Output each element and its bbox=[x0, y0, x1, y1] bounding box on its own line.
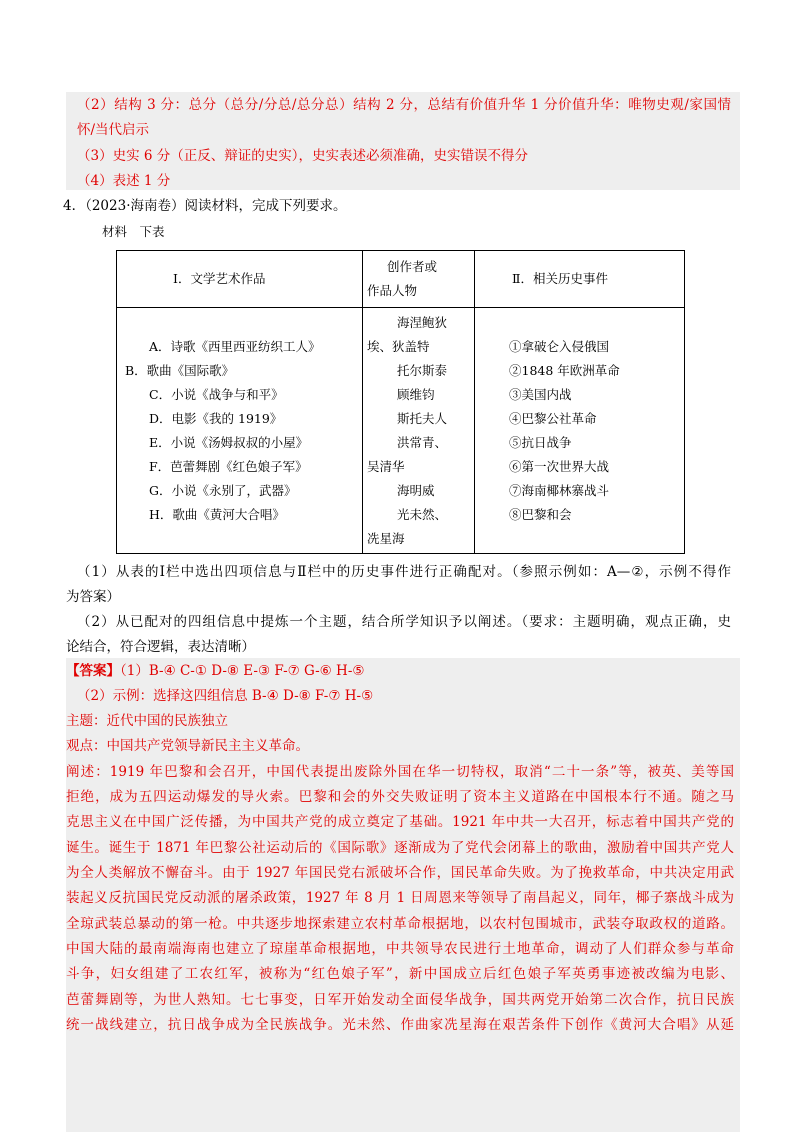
creator-line: 光未然、 bbox=[397, 507, 448, 522]
answer-paragraph-line: 克思主义在中国广泛传播，为中国共产党的成立奠定了基础。1921 年中共一大召开，标志着中国共产党的 bbox=[66, 814, 734, 830]
header-divider bbox=[117, 307, 684, 308]
creator-line: 顾维钧 bbox=[397, 387, 435, 402]
answer-paragraph-line: 阐述：1919 年巴黎和会召开，中国代表提出废除外国在华一切特权，取消“二十一条”等，被英、美等国 bbox=[66, 764, 734, 780]
event-6: ⑥第一次世界大战 bbox=[509, 459, 610, 474]
work-g: G．小说《永别了，武器》 bbox=[149, 483, 297, 498]
answer-paragraph-line: 统一战线建立，抗日战争成为全民族战争。光未然、作曲家冼星海在艰苦条件下创作《黄河大合唱》从延 bbox=[66, 1017, 734, 1033]
answer-2: （2）示例：选择这四组信息 B-④ D-⑧ F-⑦ H-⑤ bbox=[77, 688, 374, 704]
answer-1-text: （1）B-④ C-① D-⑧ E-③ F-⑦ G-⑥ H-⑤ bbox=[120, 663, 365, 679]
header-events: Ⅱ．相关历史事件 bbox=[512, 271, 608, 286]
answer-label: 【答案】 bbox=[66, 663, 120, 679]
requirement-2-line1: （2）从已配对的四组信息中提炼一个主题，结合所学知识予以阐述。（要求：主题明确，观点正确，史 bbox=[77, 614, 731, 630]
work-f: F．芭蕾舞剧《红色娘子军》 bbox=[149, 459, 308, 474]
scoring-item-4: （4）表述 1 分 bbox=[77, 173, 171, 189]
event-8: ⑧巴黎和会 bbox=[509, 507, 572, 522]
event-4: ④巴黎公社革命 bbox=[509, 411, 597, 426]
answer-theme: 主题：近代中国的民族独立 bbox=[66, 713, 228, 729]
work-h: H．歌曲《黄河大合唱》 bbox=[149, 507, 285, 522]
col-divider-2 bbox=[474, 251, 475, 553]
creator-line: 海涅鲍狄 bbox=[397, 315, 448, 330]
answer-paragraph-line: 中国大陆的最南端海南也建立了琼崖革命根据地，中共领导农民进行土地革命，调动了人们群众参与革命 bbox=[66, 941, 734, 957]
creator-line: 冼星海 bbox=[367, 531, 405, 546]
scoring-item-3: （3）史实 6 分（正反、辩证的史实），史实表述必须准确，史实错误不得分 bbox=[77, 148, 529, 164]
header-creator-line2: 作品人物 bbox=[367, 283, 418, 298]
event-5: ⑤抗日战争 bbox=[509, 435, 572, 450]
work-d: D．电影《我的 1919》 bbox=[149, 411, 283, 426]
answer-1 bbox=[66, 661, 364, 681]
answer-paragraph-line: 拒绝，成为五四运动爆发的导火索。巴黎和会的外交失败证明了资本主义道路在中国根本行不通。随之马 bbox=[66, 789, 734, 805]
answer-paragraph-line: 芭蕾舞剧等，为世人熟知。七七事变，日军开始发动全面侵华战争，国共两党开始第二次合作，抗日民族 bbox=[66, 992, 734, 1008]
work-e: E．小说《汤姆叔叔的小屋》 bbox=[149, 435, 309, 450]
scoring-item-2-line1: （2）结构 3 分：总分（总分/分总/总分总）结构 2 分，总结有价值升华 1 分价值升华：唯物史观/家国情 bbox=[77, 97, 731, 113]
event-1: ①拿破仑入侵俄国 bbox=[509, 339, 610, 354]
creator-line: 托尔斯泰 bbox=[397, 363, 448, 378]
creator-line: 斯托夫人 bbox=[397, 411, 448, 426]
requirement-2-line2: 论结合，符合逻辑，表达清晰） bbox=[66, 639, 255, 655]
work-a: A．诗歌《西里西亚纺织工人》 bbox=[149, 339, 321, 354]
material-table bbox=[116, 250, 685, 554]
work-b: B．歌曲《国际歌》 bbox=[125, 363, 235, 378]
col-divider-1 bbox=[362, 251, 363, 553]
answer-paragraph-line: 诞生。诞生于 1871 年巴黎公社运动后的《国际歌》逐渐成为了党代会闭幕上的歌曲，激励着中国共产党人 bbox=[66, 840, 734, 856]
scoring-item-2-line2: 怀/当代启示 bbox=[77, 122, 150, 138]
event-2: ②1848 年欧洲革命 bbox=[509, 363, 620, 378]
event-3: ③美国内战 bbox=[509, 387, 572, 402]
header-works: Ⅰ．文学艺术作品 bbox=[173, 271, 266, 286]
event-7: ⑦海南椰林寨战斗 bbox=[509, 483, 610, 498]
answer-viewpoint: 观点：中国共产党领导新民主主义革命。 bbox=[66, 738, 309, 754]
answer-paragraph-line: 斗争，妇女组建了工农红军，被称为“红色娘子军”，新中国成立后红色娘子军英勇事迹被改编为电影、 bbox=[66, 966, 734, 982]
work-c: C．小说《战争与和平》 bbox=[149, 387, 284, 402]
answer-paragraph-line: 为全人类解放不懈奋斗。由于 1927 年国民党右派破坏合作，国民革命失败。为了挽救革命，中共决定用武 bbox=[66, 865, 734, 881]
requirement-1-line2: 为答案） bbox=[66, 589, 120, 605]
creator-line: 洪常青、 bbox=[397, 435, 448, 450]
answer-paragraph-line: 装起义反抗国民党反动派的屠杀政策，1927 年 8 月 1 日周恩来等领导了南昌起义，同年，椰子寨战斗成为 bbox=[66, 890, 734, 906]
material-label: 材料 下表 bbox=[102, 224, 165, 239]
creator-line: 海明威 bbox=[397, 483, 435, 498]
creator-line: 埃、狄盖特 bbox=[367, 339, 430, 354]
question-title: 4．（2023·海南卷）阅读材料，完成下列要求。 bbox=[63, 198, 347, 214]
creator-line: 吴清华 bbox=[367, 459, 405, 474]
answer-paragraph-line: 全琼武装总暴动的第一枪。中共逐步地探索建立农村革命根据地，以农村包围城市，武装夺取政权的道路。 bbox=[66, 916, 734, 932]
header-creator-line1: 创作者或 bbox=[387, 259, 438, 274]
requirement-1-line1: （1）从表的Ⅰ栏中选出四项信息与Ⅱ栏中的历史事件进行正确配对。（参照示例如：A—②，示例不得作 bbox=[77, 564, 731, 580]
